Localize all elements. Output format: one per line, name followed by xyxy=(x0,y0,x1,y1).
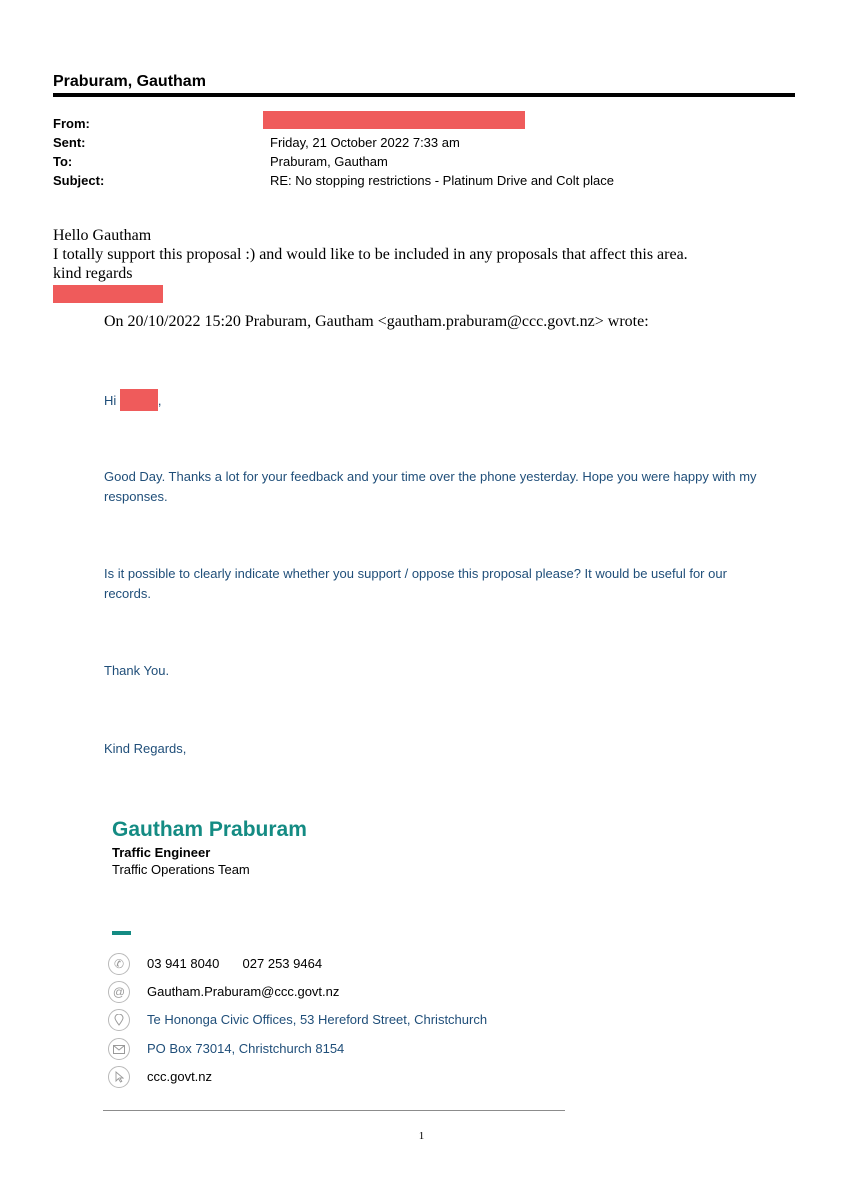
cursor-glyph xyxy=(114,1071,124,1083)
phone-number: 03 941 8040 xyxy=(147,956,220,971)
address-link[interactable]: Te Hononga Civic Offices, 53 Hereford Street, Christchurch xyxy=(147,1012,488,1027)
signature-team: Traffic Operations Team xyxy=(112,862,250,877)
website-link[interactable]: ccc.govt.nz xyxy=(147,1069,213,1084)
to-label: To: xyxy=(53,154,73,169)
contact-phone-row xyxy=(147,956,322,971)
reply-body: I totally support this proposal :) and would like to be included in any proposals that affect this area. xyxy=(53,246,688,263)
location-pin-glyph xyxy=(114,1014,124,1026)
quoted-greeting xyxy=(104,389,764,411)
subject-value: RE: No stopping restrictions - Platinum Drive and Colt place xyxy=(270,173,614,188)
quoted-thanks: Thank You. xyxy=(104,663,170,678)
quoted-greeting-prefix: Hi xyxy=(104,393,117,408)
envelope-glyph xyxy=(113,1045,125,1054)
redacted-from-address xyxy=(263,111,525,129)
po-box-link[interactable]: PO Box 73014, Christchurch 8154 xyxy=(147,1041,345,1056)
subject-label: Subject: xyxy=(53,173,105,188)
quoted-greeting-suffix: , xyxy=(157,393,162,408)
redacted-recipient-name xyxy=(120,389,158,411)
quoted-paragraph-request: Is it possible to clearly indicate whether you support / oppose this proposal please? It would be useful for our records. xyxy=(104,566,727,601)
to-value: Praburam, Gautham xyxy=(270,154,388,169)
signature-accent-bar xyxy=(112,931,131,935)
mobile-number: 027 253 9464 xyxy=(242,956,323,971)
sent-label: Sent: xyxy=(53,135,86,150)
footer-divider xyxy=(103,1110,565,1111)
sender-name: Praburam, Gautham xyxy=(53,73,206,90)
sent-value: Friday, 21 October 2022 7:33 am xyxy=(270,135,460,150)
phone-icon: ✆ xyxy=(108,953,130,975)
mail-icon xyxy=(108,1038,130,1060)
quoted-paragraph-feedback: Good Day. Thanks a lot for your feedback and your time over the phone yesterday. Hope you were happy with my responses. xyxy=(104,469,757,504)
reply-closing: kind regards xyxy=(53,265,133,282)
email-link[interactable]: Gautham.Praburam@ccc.govt.nz xyxy=(147,984,340,999)
signature-name: Gautham Praburam xyxy=(112,818,307,841)
location-icon xyxy=(108,1009,130,1031)
header-divider xyxy=(53,93,795,97)
quoted-kind-regards: Kind Regards, xyxy=(104,741,187,756)
signature-title: Traffic Engineer xyxy=(112,845,211,860)
redacted-signature-name xyxy=(53,285,163,303)
cursor-icon xyxy=(108,1066,130,1088)
reply-greeting: Hello Gautham xyxy=(53,227,152,244)
at-icon: @ xyxy=(108,981,130,1003)
page-number: 1 xyxy=(418,1130,425,1142)
quoted-intro: On 20/10/2022 15:20 Praburam, Gautham <gautham.praburam@ccc.govt.nz> wrote: xyxy=(104,313,649,330)
from-label: From: xyxy=(53,116,90,131)
